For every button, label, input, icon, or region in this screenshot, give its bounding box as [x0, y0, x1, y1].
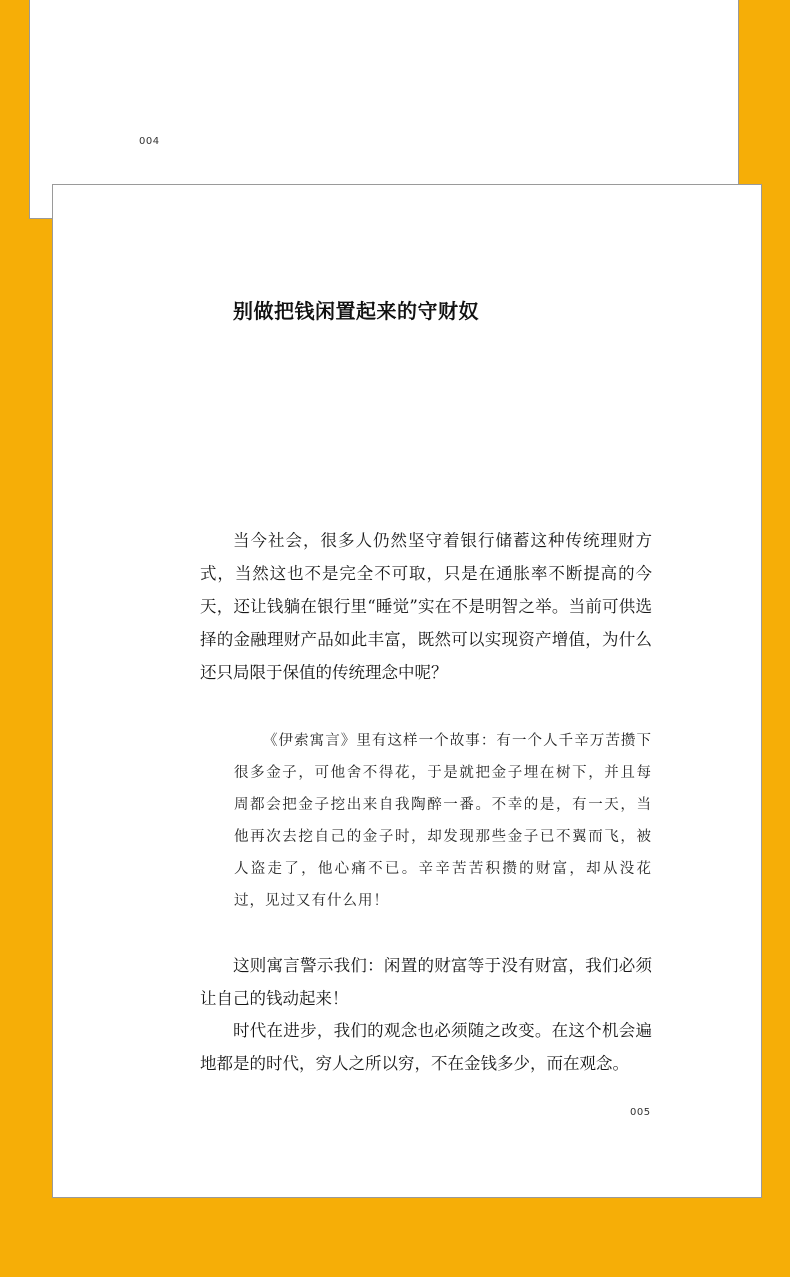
- page-number-left: 004: [139, 136, 160, 147]
- body-paragraph-3: 这则寓言警示我们：闲置的财富等于没有财富，我们必须让自己的钱动起来！: [200, 956, 652, 1008]
- quote-paragraph: 《伊索寓言》里有这样一个故事：有一个人千辛万苦攒下很多金子，可他舍不得花，于是就把金子埋在树下，并且每周都会把金子挖出来自我陶醉一番。不幸的是，有一天，当他再次去挖自己的金子时，却发现那些金子已不翼而飞，被人盗走了，他心痛不已。辛辛苦苦积攒的财富，却从没花过，见过又有什么用！: [234, 733, 652, 909]
- chapter-title: 别做把钱闲置起来的守财奴: [233, 299, 479, 323]
- current-page: [52, 184, 762, 1198]
- page-number-right: 005: [630, 1107, 651, 1118]
- body-paragraph-4: 时代在进步，我们的观念也必须随之改变。在这个机会遍地都是的时代，穷人之所以穷，不在金钱多少，而在观念。: [200, 1021, 652, 1073]
- body-paragraph-1: 当今社会，很多人仍然坚守着银行储蓄这种传统理财方式，当然这也不是完全不可取，只是在通胀率不断提高的今天，还让钱躺在银行里“睡觉”实在不是明智之举。当前可供选择的金融理财产品如此丰富，既然可以实现资产增值，为什么还只局限于保值的传统理念中呢？: [200, 531, 652, 682]
